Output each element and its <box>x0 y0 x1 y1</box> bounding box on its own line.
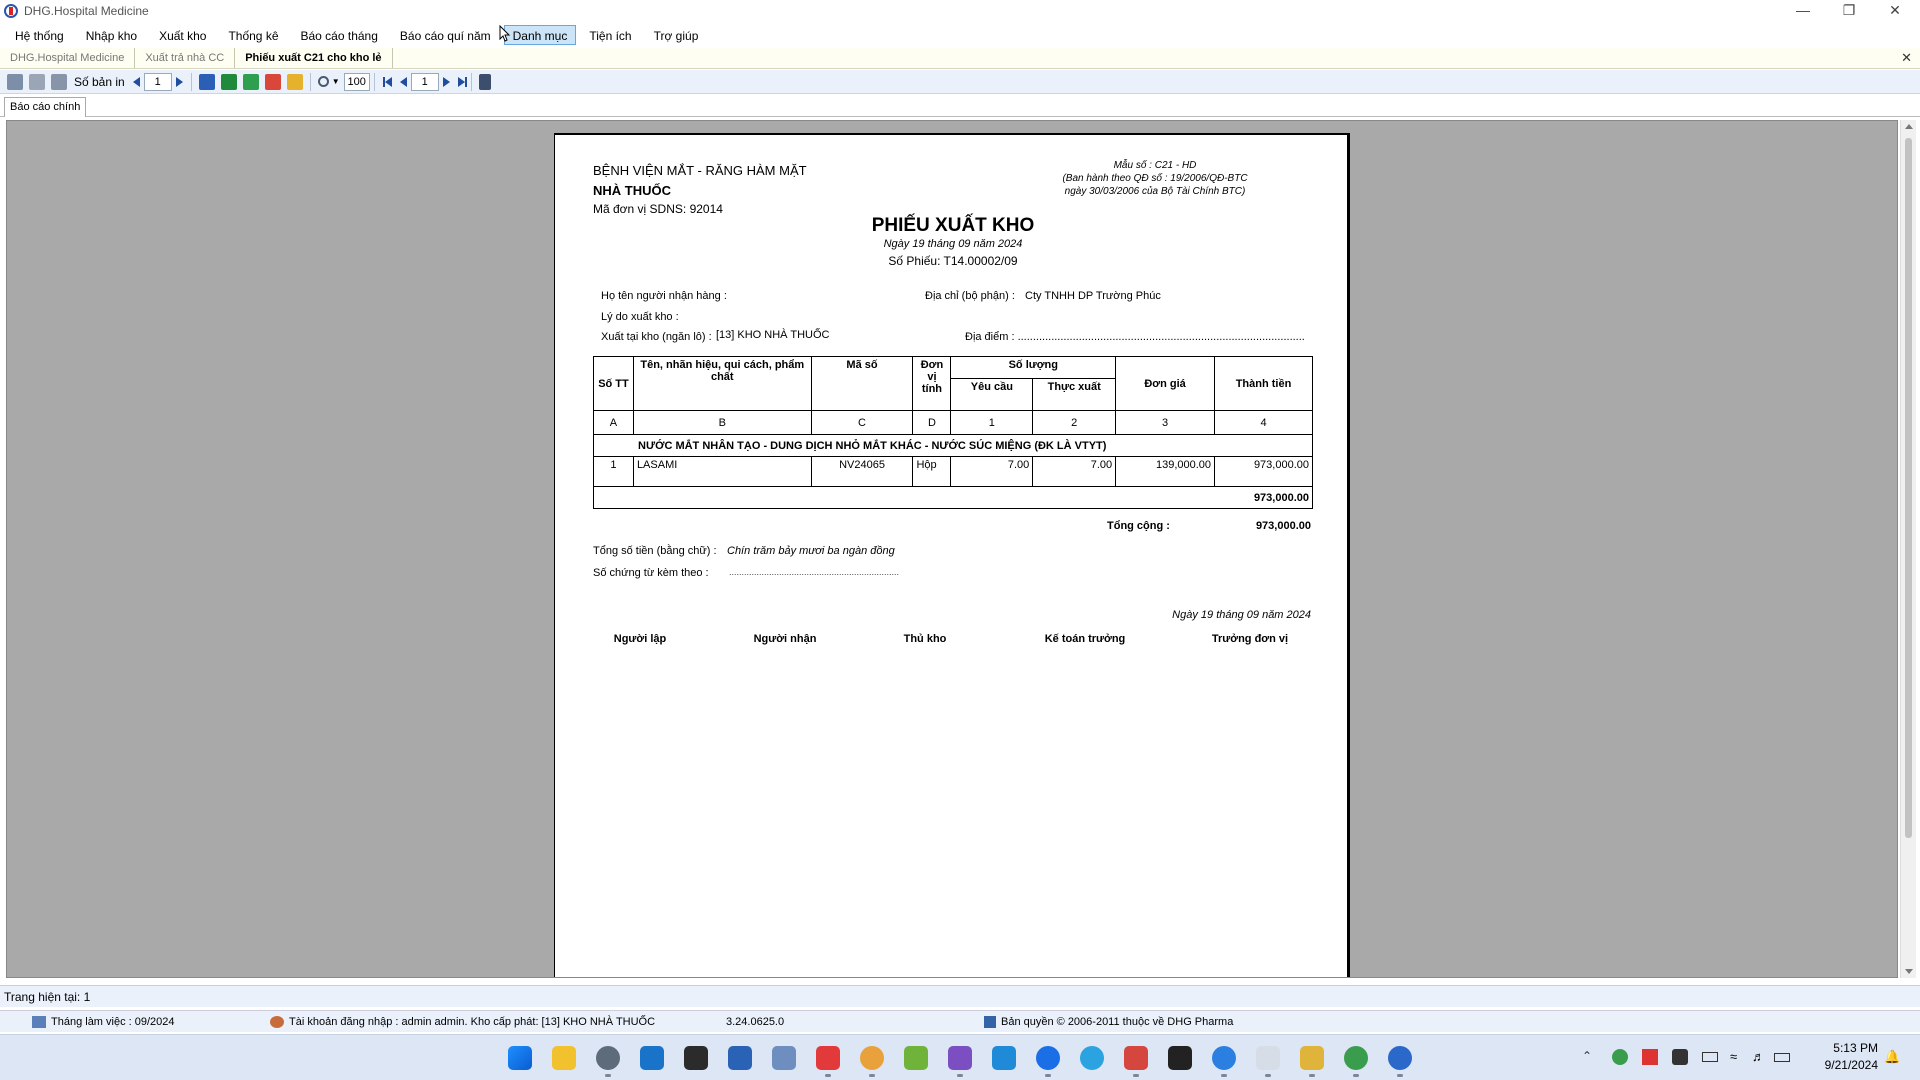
amount-words-label: Tổng số tiền (bằng chữ) : <box>593 545 717 557</box>
header-requested: Yêu cầu <box>951 379 1033 411</box>
row-amount: 973,000.00 <box>1215 457 1313 487</box>
quick-print-icon[interactable] <box>51 74 67 90</box>
row-stt: 1 <box>594 457 634 487</box>
report-date: Ngày 19 tháng 09 năm 2024 <box>883 238 1023 250</box>
copies-input[interactable]: 1 <box>144 73 172 91</box>
terminal-icon[interactable] <box>684 1046 708 1070</box>
menu-bao-cao-thang[interactable]: Báo cáo tháng <box>300 29 378 43</box>
wifi-icon[interactable]: ≈ <box>1730 1049 1738 1064</box>
form-number: Mẫu số : C21 - HD <box>1113 160 1197 171</box>
header-code: Mã số <box>811 357 913 411</box>
app-star-icon[interactable] <box>1124 1046 1148 1070</box>
row-code: NV24065 <box>811 457 913 487</box>
signer-receiver: Người nhận <box>753 633 817 645</box>
users-icon <box>270 1016 284 1028</box>
header-unit: Đơn vị tính <box>913 357 951 411</box>
login-account: Tài khoản đăng nhập : admin admin. Kho cấp phát: [13] KHO NHÀ THUỐC <box>289 1016 656 1028</box>
app-tools-icon[interactable] <box>1300 1046 1324 1070</box>
volume-icon[interactable]: ♬ <box>1752 1049 1765 1064</box>
scroll-thumb[interactable] <box>1905 138 1912 838</box>
clock[interactable] <box>1825 1040 1878 1074</box>
warehouse-value: [13] KHO NHÀ THUỐC <box>716 329 830 341</box>
report-subtab-row <box>0 95 1920 117</box>
mouse-cursor-icon <box>499 25 511 43</box>
report-page <box>554 133 1350 978</box>
row-name: LASAMI <box>633 457 811 487</box>
row-requested: 7.00 <box>951 457 1033 487</box>
index-cell: 4 <box>1215 411 1313 435</box>
export-excel-icon[interactable] <box>221 74 237 90</box>
sign-date: Ngày 19 tháng 09 năm 2024 <box>1172 609 1311 621</box>
restore-button[interactable]: ❐ <box>1842 2 1856 18</box>
tray-chrome-icon[interactable] <box>1612 1049 1628 1065</box>
menu-nhap-kho[interactable]: Nhập kho <box>85 29 138 43</box>
form-issued-line-1: (Ban hành theo QĐ số : 19/2006/QĐ-BTC <box>1062 173 1248 184</box>
header-quantity: Số lượng <box>951 357 1116 379</box>
zoom-icon[interactable] <box>318 76 329 87</box>
close-window-button[interactable]: ✕ <box>1889 2 1901 18</box>
keyboard-icon[interactable] <box>1702 1052 1718 1062</box>
items-table <box>593 356 1313 509</box>
index-cell: A <box>594 411 634 435</box>
header-stt: Số TT <box>594 357 634 411</box>
page-input[interactable]: 1 <box>411 73 439 91</box>
document-tab-strip <box>0 48 1920 69</box>
signer-unit-head: Trưởng đơn vị <box>1211 633 1289 645</box>
telegram-icon[interactable] <box>1080 1046 1104 1070</box>
app-logo-icon <box>4 4 18 18</box>
chat-app-icon[interactable] <box>1212 1046 1236 1070</box>
tab-dhg-hospital-medicine[interactable]: DHG.Hospital Medicine <box>0 48 135 68</box>
report-viewer[interactable] <box>6 120 1898 978</box>
toolbar-separator <box>310 73 311 91</box>
header-price: Đơn giá <box>1116 357 1215 411</box>
copies-decrease-icon[interactable] <box>133 77 140 87</box>
copies-increase-icon[interactable] <box>176 77 183 87</box>
total-value: 973,000.00 <box>1255 520 1311 532</box>
index-cell: C <box>811 411 913 435</box>
app-s-icon[interactable] <box>816 1046 840 1070</box>
notification-bell-icon[interactable]: 🔔 <box>1884 1049 1901 1064</box>
calendar-icon <box>32 1016 46 1028</box>
subtotal-row: 973,000.00 <box>594 487 1313 509</box>
index-cell: B <box>633 411 811 435</box>
current-page-status: Trang hiện tại: 1 <box>0 985 1920 1007</box>
report-toolbar <box>0 70 1920 94</box>
window-title: DHG.Hospital Medicine <box>24 4 149 18</box>
scroll-up-icon[interactable] <box>1905 124 1913 129</box>
next-page-icon[interactable] <box>443 77 450 87</box>
file-explorer-icon[interactable] <box>552 1046 576 1070</box>
hospital-app-icon[interactable] <box>1388 1046 1412 1070</box>
header-actual: Thực xuất <box>1033 379 1116 411</box>
working-month: Tháng làm việc : 09/2024 <box>51 1016 175 1028</box>
clock-time: 5:13 PM <box>1833 1041 1878 1055</box>
menu-tro-giup[interactable]: Trợ giúp <box>653 29 699 43</box>
vscode-icon[interactable] <box>992 1046 1016 1070</box>
slip-number: Số Phiếu: T14.00002/09 <box>888 254 1018 268</box>
search-app-icon[interactable] <box>640 1046 664 1070</box>
menu-bao-cao-qui-nam[interactable]: Báo cáo quí năm <box>399 29 491 43</box>
index-cell: 1 <box>951 411 1033 435</box>
zoom-dropdown-icon[interactable]: ▼ <box>331 77 340 86</box>
exit-icon[interactable] <box>479 74 491 90</box>
footer-copyright <box>984 1011 1233 1033</box>
row-unit: Hộp <box>913 457 951 487</box>
receiver-label: Họ tên người nhận hàng : <box>601 290 727 302</box>
row-actual: 7.00 <box>1033 457 1116 487</box>
app-blank-icon[interactable] <box>1256 1046 1280 1070</box>
title-bar <box>0 0 1920 22</box>
report-title: PHIẾU XUẤT KHO <box>871 215 1035 236</box>
notepad-icon[interactable] <box>904 1046 928 1070</box>
menu-thong-ke[interactable]: Thống kê <box>228 29 279 43</box>
tab-bao-cao-chinh[interactable]: Báo cáo chính <box>4 97 86 117</box>
last-page-bar <box>465 77 467 87</box>
app-fr-icon[interactable] <box>1168 1046 1192 1070</box>
last-page-icon[interactable] <box>458 77 465 87</box>
footer-month <box>32 1011 175 1033</box>
visual-studio-icon[interactable] <box>948 1046 972 1070</box>
tray-device-icon[interactable] <box>1672 1049 1688 1065</box>
toolbar-separator <box>191 73 192 91</box>
group-row: NƯỚC MẮT NHÂN TẠO - DUNG DỊCH NHỎ MẮT KHÁC - NƯỚC SÚC MIỆNG (ĐK LÀ VTYT) <box>594 435 1313 457</box>
scroll-down-icon[interactable] <box>1905 969 1913 974</box>
battery-icon[interactable] <box>1774 1053 1790 1062</box>
powershell-icon[interactable] <box>728 1046 752 1070</box>
menu-bar <box>0 24 1920 46</box>
signer-chief-accountant: Kế toán trưởng <box>1044 633 1126 645</box>
toolbar-separator <box>471 73 472 91</box>
signer-storekeeper: Thủ kho <box>903 633 947 645</box>
menu-danh-muc[interactable]: Danh mục <box>504 25 577 45</box>
copyright-logo-icon <box>984 1016 996 1028</box>
viewer-scrollbar[interactable] <box>1900 120 1916 978</box>
clock-date: 9/21/2024 <box>1824 1058 1878 1072</box>
footer-account <box>270 1011 655 1033</box>
app-version: 3.24.0625.0 <box>726 1016 785 1028</box>
row-price: 139,000.00 <box>1116 457 1215 487</box>
index-cell: D <box>913 411 951 435</box>
settings-icon[interactable] <box>596 1046 620 1070</box>
export-pdf-icon[interactable] <box>265 74 281 90</box>
status-footer <box>0 1010 1920 1032</box>
browser-icon[interactable] <box>860 1046 884 1070</box>
department-name: NHÀ THUỐC <box>593 183 671 198</box>
warehouse-label: Xuất tại kho (ngăn lô) : <box>601 331 712 343</box>
index-cell: 3 <box>1116 411 1215 435</box>
export-excel2-icon[interactable] <box>243 74 259 90</box>
attached-docs-value: .................................................................... <box>729 567 900 577</box>
address-label: Địa chỉ (bộ phận) : <box>925 290 1015 302</box>
menu-xuat-kho[interactable]: Xuất kho <box>159 29 207 43</box>
reason-label: Lý do xuất kho : <box>601 311 679 323</box>
tab-phieu-xuat-c21[interactable]: Phiếu xuất C21 cho kho lẻ <box>235 48 392 68</box>
zalo-icon[interactable] <box>1036 1046 1060 1070</box>
signer-preparer: Người lập <box>613 633 667 645</box>
header-amount: Thành tiền <box>1215 357 1313 411</box>
chrome-icon[interactable] <box>1344 1046 1368 1070</box>
header-name: Tên, nhãn hiệu, qui cách, phẩm chất <box>633 357 811 411</box>
attached-docs-label: Số chứng từ kèm theo : <box>593 567 709 579</box>
monitor-icon[interactable] <box>772 1046 796 1070</box>
taskbar <box>0 1034 1920 1080</box>
unit-code: Mã đơn vị SDNS: 92014 <box>593 202 723 216</box>
export-icon[interactable] <box>7 74 23 90</box>
copyright: Bản quyền © 2006-2011 thuộc về DHG Pharma <box>1001 1016 1234 1028</box>
menu-tien-ich[interactable]: Tiện ích <box>589 29 632 43</box>
export-word-icon[interactable] <box>199 74 215 90</box>
toolbar-separator <box>374 73 375 91</box>
tray-v-icon[interactable] <box>1642 1049 1658 1065</box>
copies-label: Số bản in <box>74 74 125 89</box>
address-value: Cty TNHH DP Trường Phúc <box>1025 290 1161 302</box>
tray-overflow-icon[interactable]: ⌃ <box>1582 1049 1593 1063</box>
amount-words-value: Chín trăm bảy mươi ba ngàn đồng <box>727 545 895 557</box>
index-cell: 2 <box>1033 411 1116 435</box>
close-tab-icon[interactable]: ✕ <box>1901 50 1912 65</box>
prev-page-icon[interactable] <box>400 77 407 87</box>
export-image-icon[interactable] <box>287 74 303 90</box>
table-row <box>594 457 1313 487</box>
tab-xuat-tra-nha-cc[interactable]: Xuất trả nhà CC <box>135 48 235 68</box>
location-label: Địa điểm : .............................................................................................. <box>965 331 1305 343</box>
form-issued-line-2: ngày 30/03/2006 của Bộ Tài Chính BTC) <box>1064 186 1246 197</box>
start-icon[interactable] <box>508 1046 532 1070</box>
zoom-input[interactable]: 100 <box>344 73 370 91</box>
menu-he-thong[interactable]: Hệ thống <box>15 29 64 43</box>
hospital-name: BỆNH VIỆN MẮT - RĂNG HÀM MẶT <box>593 163 807 178</box>
first-page-icon[interactable] <box>385 77 392 87</box>
total-label: Tổng cộng : <box>1107 520 1170 532</box>
minimize-button[interactable]: — <box>1796 2 1810 18</box>
print-icon[interactable] <box>29 74 45 90</box>
